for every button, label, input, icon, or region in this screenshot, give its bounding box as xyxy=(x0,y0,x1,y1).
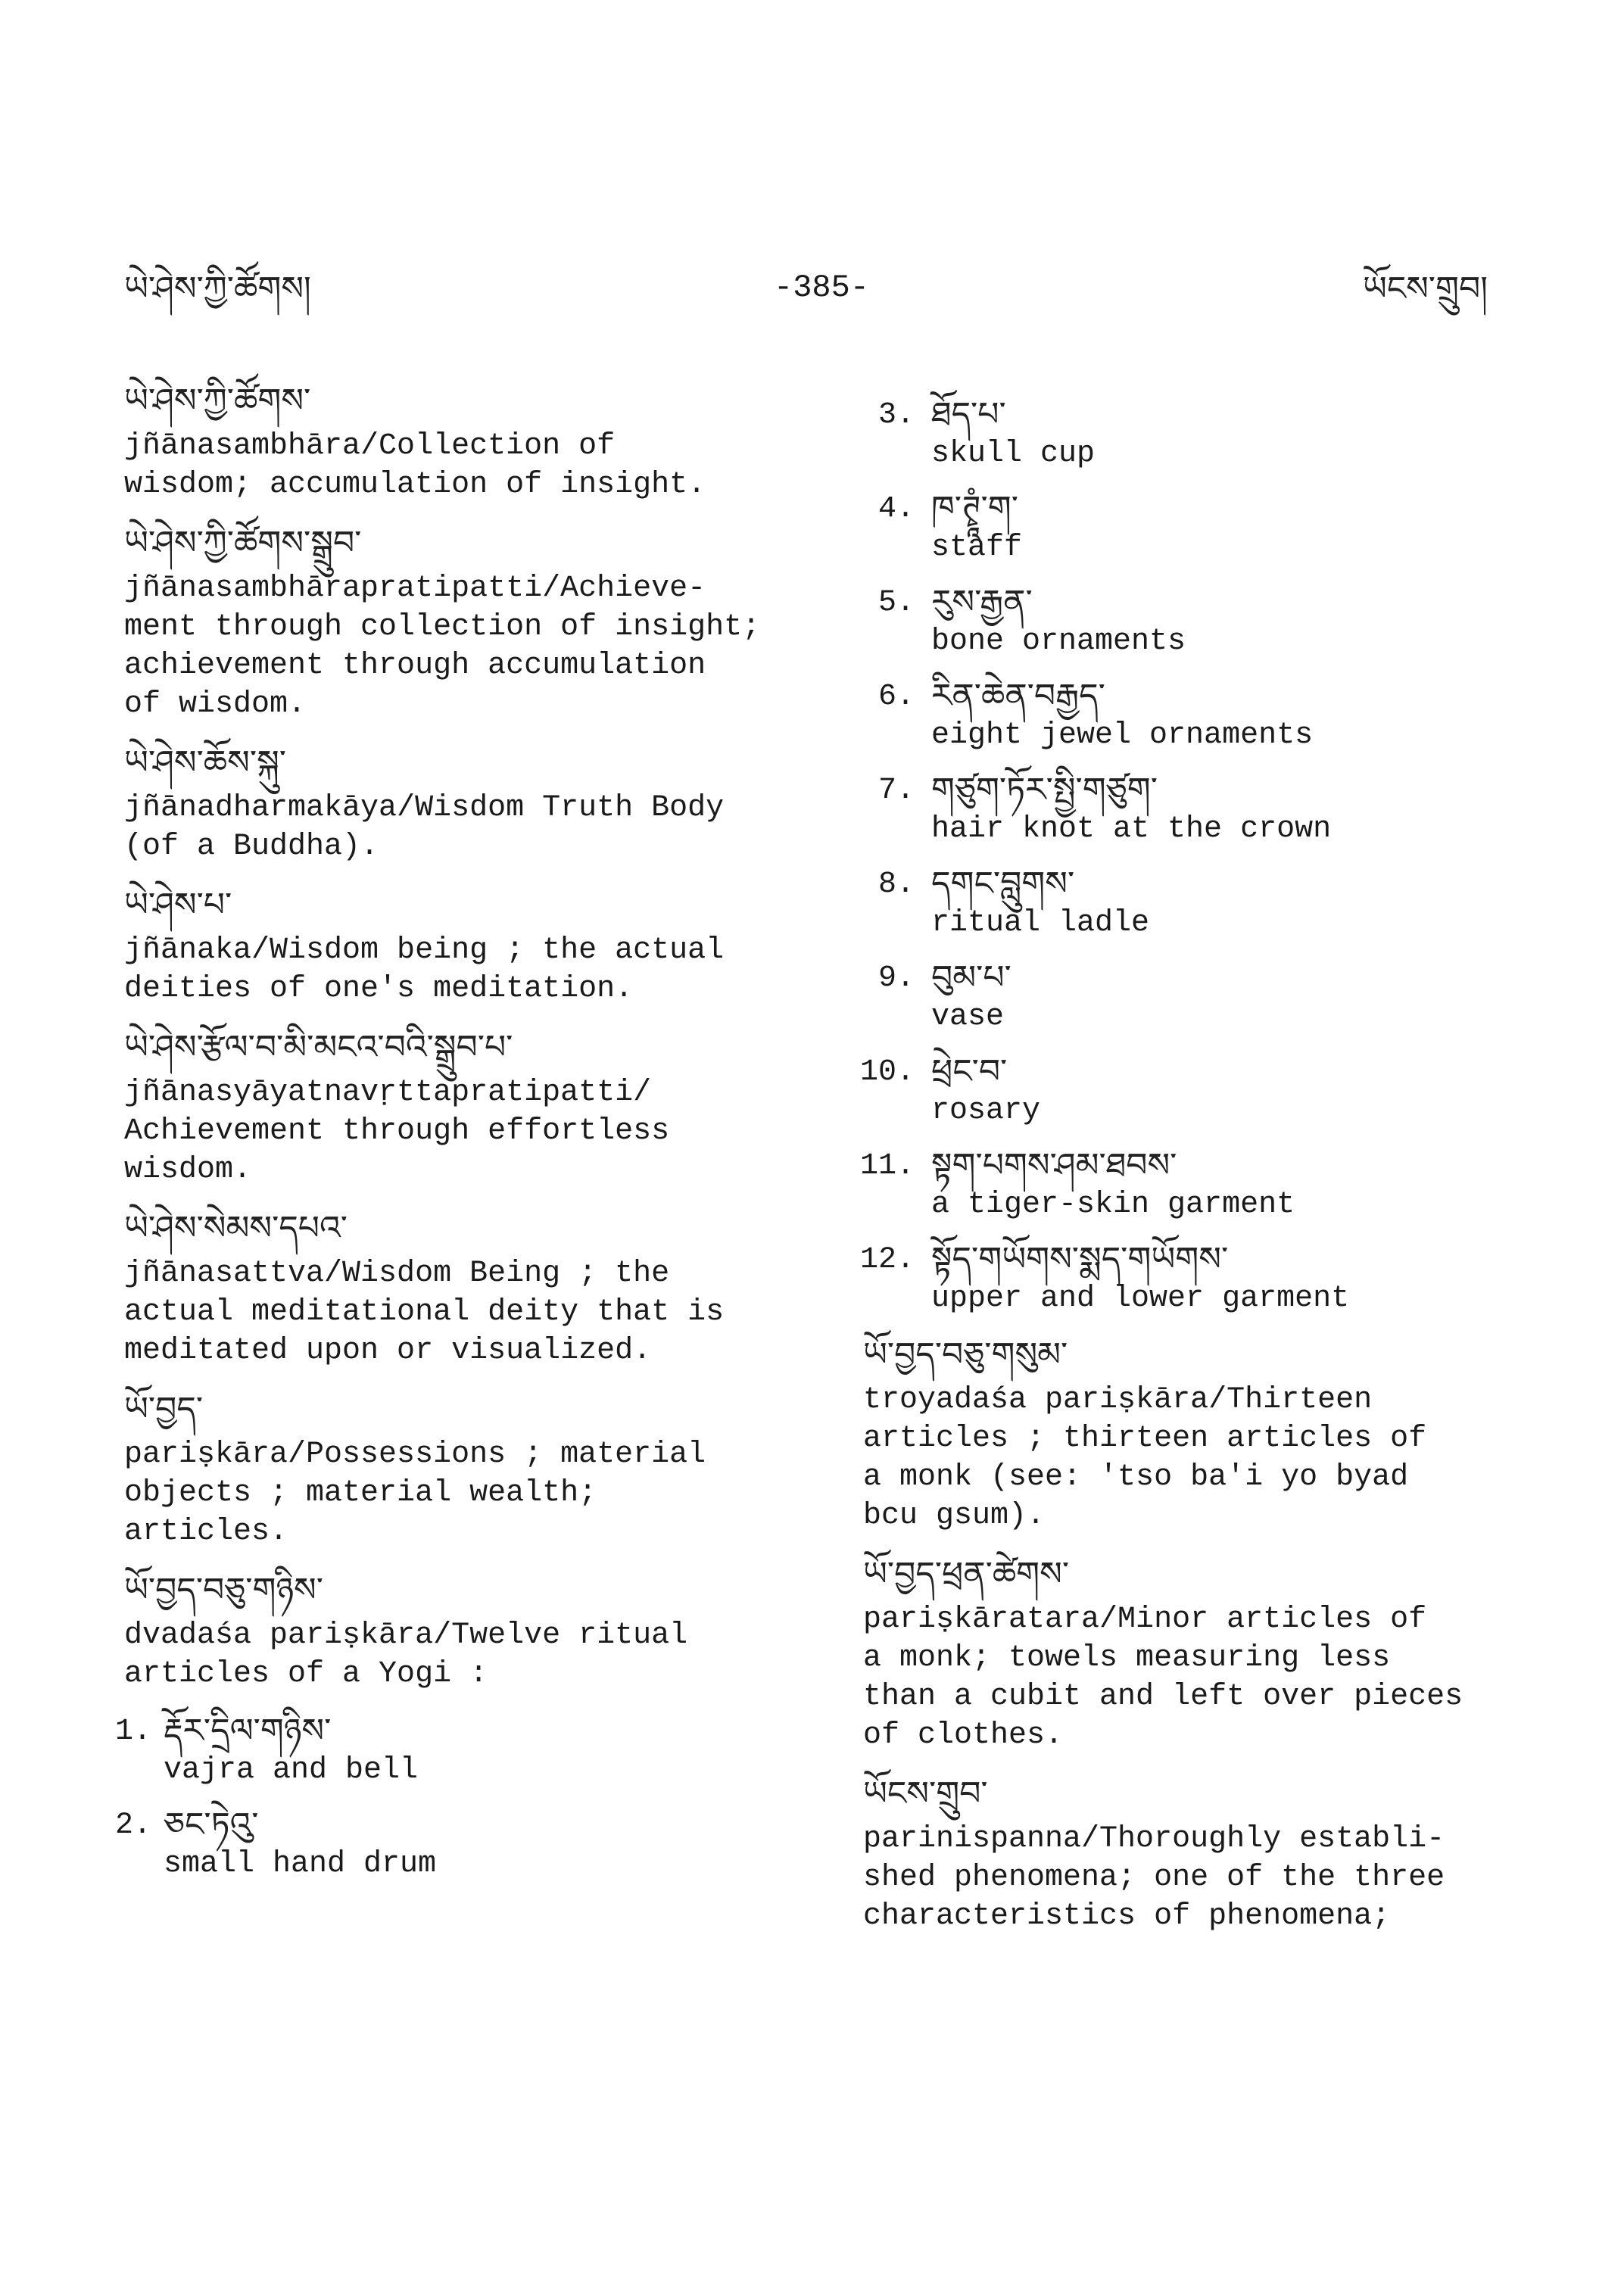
item-number: 2. xyxy=(115,1809,152,1843)
entry-headword: ཡེ་ཤེས་ཀྱི་ཚོགས་ xyxy=(124,382,311,420)
entry-definition: dvadaśa pariṣkāra/Twelve ritual articles of a Yogi : xyxy=(124,1618,688,1691)
list-item xyxy=(854,581,1522,660)
entry-definition: parinispanna/Thoroughly establi- shed phenomena; one of the three characteristics of phenomena; xyxy=(863,1822,1445,1933)
item-tibetan: གཙུག་ཏོར་སྤྱི་གཙུག་ xyxy=(931,771,1158,809)
item-gloss: skull cup xyxy=(931,437,1096,471)
left-column xyxy=(115,379,836,1898)
item-gloss: ritual ladle xyxy=(931,906,1150,940)
entry-headword: ཡེ་ཤེས་ཀྱི་ཚོགས་སྒྲུབ་ xyxy=(124,524,362,562)
header-left-title: ཡེ་ཤེས་ཀྱི་ཚོགས། xyxy=(124,269,311,308)
item-tibetan: དགང་བླུགས་ xyxy=(931,865,1075,903)
numbered-list xyxy=(115,1710,836,1883)
list-item xyxy=(854,1238,1522,1317)
item-number: 1. xyxy=(115,1715,152,1749)
entry-headword: ཡོ་བྱད་ xyxy=(124,1390,204,1428)
list-item xyxy=(854,1051,1522,1129)
dictionary-entry xyxy=(124,521,836,724)
entry-definition: jñānadharmakāya/Wisdom Truth Body (of a Buddha). xyxy=(124,791,725,864)
entry-definition: jñānasyāyatnavṛttapratipatti/ Achievement through effortless wisdom. xyxy=(124,1076,670,1187)
item-gloss: vajra and bell xyxy=(164,1753,419,1787)
list-item xyxy=(854,394,1522,472)
item-number: 8. xyxy=(877,868,915,902)
item-tibetan: བུམ་པ་ xyxy=(931,958,1011,997)
item-tibetan: ཕྲེང་བ་ xyxy=(931,1052,1008,1091)
item-tibetan: རུས་རྒྱན་ xyxy=(931,583,1033,622)
item-gloss: vase xyxy=(931,1000,1005,1034)
item-tibetan: སྟག་པགས་ཤམ་ཐབས་ xyxy=(931,1146,1177,1185)
right-column xyxy=(859,394,1522,1952)
item-number: 12. xyxy=(859,1243,915,1277)
list-item xyxy=(854,769,1522,848)
entry-headword: ཡོངས་གྲུབ་ xyxy=(863,1774,988,1813)
item-number: 9. xyxy=(877,961,915,995)
list-item xyxy=(854,863,1522,942)
entry-definition: pariṣkāratara/Minor articles of a monk; towels measuring less than a cubit and left over pieces of clothes. xyxy=(863,1603,1463,1752)
dictionary-entry xyxy=(124,1387,836,1551)
item-gloss: rosary xyxy=(931,1094,1041,1128)
dictionary-entry xyxy=(124,379,836,504)
item-tibetan: ཐོད་པ་ xyxy=(931,395,1006,434)
item-number: 7. xyxy=(877,774,915,808)
dictionary-entry xyxy=(863,1332,1522,1535)
entry-headword: ཡེ་ཤེས་ཆོས་སྐུ་ xyxy=(124,743,287,782)
dictionary-entry xyxy=(124,740,836,866)
item-tibetan: ཅང་ཏེའུ་ xyxy=(164,1805,259,1844)
item-number: 3. xyxy=(877,398,915,432)
dictionary-entry xyxy=(124,1206,836,1370)
item-gloss: small hand drum xyxy=(164,1847,437,1881)
entry-headword: ཡེ་ཤེས་པ་ xyxy=(124,886,232,924)
entry-definition: troyadaśa pariṣkāra/Thirteen articles ; thirteen articles of a monk (see: 'tso ba'i yo byad bcu gsum). xyxy=(863,1383,1427,1533)
numbered-list xyxy=(854,394,1522,1317)
entry-headword: ཡོ་བྱད་ཕྲན་ཚེགས་ xyxy=(863,1555,1070,1594)
entry-definition: jñānasambhāra/Collection of wisdom; accumulation of insight. xyxy=(124,429,706,502)
item-tibetan: རྡོར་དྲིལ་གཉིས་ xyxy=(164,1712,332,1750)
item-number: 11. xyxy=(859,1149,915,1183)
item-gloss: upper and lower garment xyxy=(931,1282,1350,1316)
item-gloss: bone ornaments xyxy=(931,625,1186,659)
item-number: 6. xyxy=(877,680,915,714)
item-gloss: staff xyxy=(931,531,1023,565)
dictionary-entry xyxy=(124,1568,836,1693)
entry-definition: pariṣkāra/Possessions ; material objects ; material wealth; articles. xyxy=(124,1438,706,1549)
item-gloss: eight jewel ornaments xyxy=(931,718,1314,752)
dictionary-entry xyxy=(124,883,836,1008)
entry-definition: jñānasattva/Wisdom Being ; the actual meditational deity that is meditated upon or visualized. xyxy=(124,1257,725,1368)
entry-headword: ཡོ་བྱད་བཅུ་གཉིས་ xyxy=(124,1571,323,1609)
list-item xyxy=(854,1145,1522,1223)
item-number: 4. xyxy=(877,492,915,526)
item-gloss: hair knot at the crown xyxy=(931,812,1332,846)
item-tibetan: སྟོད་གཡོགས་སྨད་གཡོགས་ xyxy=(931,1240,1229,1279)
entry-definition: jñānasambhārapratipatti/Achieve- ment through collection of insight; achievement through accumulation of wisdom. xyxy=(124,572,761,721)
item-tibetan: ཁ་ཊྭཱཾ་ག་ xyxy=(931,489,1018,528)
item-tibetan: རིན་ཆེན་བརྒྱད་ xyxy=(931,677,1105,715)
list-item xyxy=(854,957,1522,1036)
list-item xyxy=(115,1710,836,1789)
entry-headword: ཡེ་ཤེས་སེམས་དཔའ་ xyxy=(124,1209,348,1248)
list-item xyxy=(115,1804,836,1883)
dictionary-entry xyxy=(124,1025,836,1189)
header-right-title: ཡོངས་གྲུབ། xyxy=(1362,269,1488,308)
entry-headword: ཡེ་ཤེས་རྩོལ་བ་མི་མངའ་བའི་སྒྲུབ་པ་ xyxy=(124,1028,513,1067)
entry-headword: ཡོ་བྱད་བཅུ་གསུམ་ xyxy=(863,1335,1068,1374)
item-gloss: a tiger-skin garment xyxy=(931,1188,1295,1222)
dictionary-entry xyxy=(863,1552,1522,1755)
list-item xyxy=(854,488,1522,566)
dictionary-entry xyxy=(863,1771,1522,1936)
item-number: 5. xyxy=(877,586,915,620)
list-item xyxy=(854,675,1522,754)
entry-definition: jñānaka/Wisdom being ; the actual deities of one's meditation. xyxy=(124,933,725,1006)
page-number: -385- xyxy=(773,269,870,306)
item-number: 10. xyxy=(859,1055,915,1089)
